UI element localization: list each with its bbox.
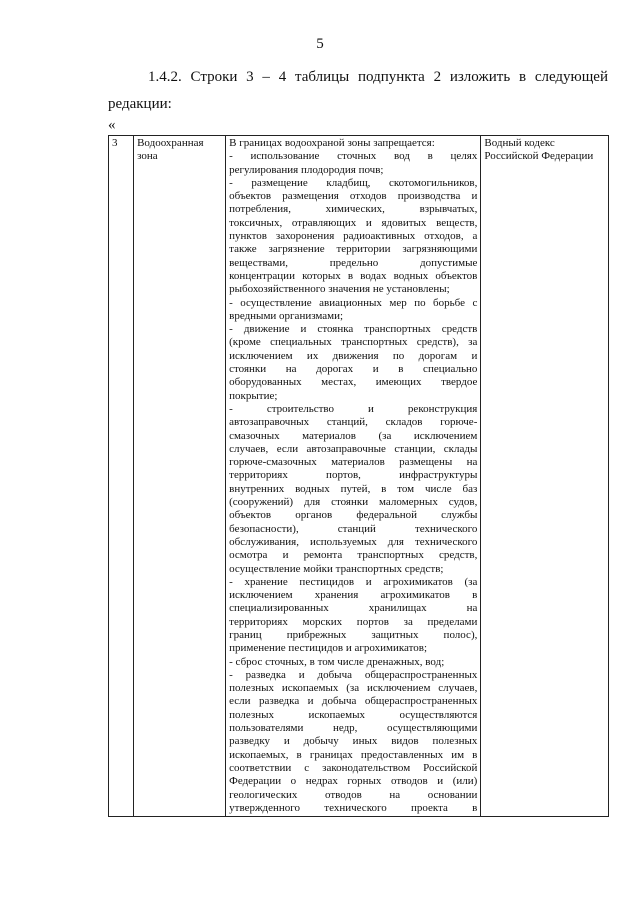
intro-line-1: 1.4.2. Строки 3 – 4 таблицы подпункта 2 изложить в следующей xyxy=(148,69,608,85)
restriction-text-line: применение пестицидов и агрохимикатов; xyxy=(229,642,428,655)
restriction-text-line: рыбохозяйственного значения не установлены; xyxy=(229,283,450,296)
restriction-text-line: пользователями недр, осуществляющими xyxy=(229,722,478,735)
restriction-text-line: обслуживания, используемых для технического xyxy=(229,535,478,548)
restriction-text-line: полезных ископаемых осуществляются xyxy=(229,708,478,721)
zone-name-line: Водоохранная xyxy=(137,137,204,149)
restriction-text-line: веществами, предельно допустимые xyxy=(229,256,478,269)
restriction-text-line: полезных ископаемых (за исключением случаев, xyxy=(229,682,478,695)
amendment-intro xyxy=(108,64,608,118)
restriction-text-line: - сброс сточных, в том числе дренажных, вод; xyxy=(229,655,445,668)
row-number-cell: 3 xyxy=(109,136,134,817)
restriction-text-line: покрытие; xyxy=(229,389,278,402)
restriction-text-line: токсичных, отравляющих и ядовитых веществ, xyxy=(229,216,478,229)
restriction-text-line: оборудованных местах, имеющих твердое xyxy=(229,376,478,389)
restriction-text-line: горюче-смазочных материалов размещены на xyxy=(229,456,478,469)
restriction-text-line: смазочных материалов (за исключением xyxy=(229,429,478,442)
restriction-text-line: - движение и стоянка транспортных средств xyxy=(229,323,478,336)
restriction-text-line: (сооружений) для стоянки маломерных судов, xyxy=(229,496,478,509)
restriction-text-line: утвержденного технического проекта в xyxy=(229,801,478,814)
legal-basis-cell xyxy=(481,136,609,817)
restriction-text-line: - использование сточных вод в целях xyxy=(229,150,478,163)
restriction-text-line: осмотра и ремонта транспортных средств, xyxy=(229,549,478,562)
restrictions-cell xyxy=(226,136,481,817)
restriction-text-line: Федерации о недрах горных отводов и (или) xyxy=(229,775,478,788)
opening-quote-mark: « xyxy=(108,117,116,133)
restriction-text-line: геологических отводов на основании xyxy=(229,788,478,801)
zone-name-line: зона xyxy=(137,150,158,163)
restriction-text-line: стоянки на дорогах и в специально xyxy=(229,363,478,376)
restriction-text-line: осуществление мойки транспортных средств; xyxy=(229,562,444,575)
restriction-text-line: случаев, если автозаправочные станции, склады xyxy=(229,442,478,455)
legal-basis-line: Российской Федерации xyxy=(484,150,594,163)
restriction-text-line: ископаемых, в границах предоставленных им в xyxy=(229,748,478,761)
table-row xyxy=(109,136,609,817)
restriction-text-line: концентрации которых в водах водных объектов xyxy=(229,269,478,282)
restriction-text-line: потребления, химических, взрывчатых, xyxy=(229,203,478,216)
intro-line-2: редакции: xyxy=(108,96,172,112)
restriction-text-line: внутренних водных путей, в том числе баз xyxy=(229,482,478,495)
restriction-text-line: (кроме специальных транспортных средств), за xyxy=(229,336,478,349)
restriction-text-line: - строительство и реконструкция xyxy=(229,402,478,415)
restriction-text-line: разведку и добычу иных видов полезных xyxy=(229,735,478,748)
restriction-text-line: исключением хранения агрохимикатов в xyxy=(229,589,478,602)
restriction-text-line: территориях морских портов за пределами xyxy=(229,615,478,628)
restriction-text-line: автозаправочных станций, складов горюче- xyxy=(229,416,478,429)
restriction-text-line: соответствии с законодательством Российской xyxy=(229,761,478,774)
restriction-text-line: исключением их движения по дорогам и xyxy=(229,349,478,362)
restriction-text-line: территориях портов, инфраструктуры xyxy=(229,469,478,482)
page-number: 5 xyxy=(316,36,324,52)
restriction-text-line: регулирования плодородия почв; xyxy=(229,163,384,176)
zone-name-cell xyxy=(134,136,226,817)
restriction-text-line: также загрязнение территории загрязняющими xyxy=(229,243,478,256)
amendment-table xyxy=(108,135,609,817)
restriction-text-line: - хранение пестицидов и агрохимикатов (за xyxy=(229,575,478,588)
restriction-text-line: безопасности), станций технического xyxy=(229,522,478,535)
restriction-text-line: объектов органов федеральной службы xyxy=(229,509,478,522)
restriction-text-line: - размещение кладбищ, скотомогильников, xyxy=(229,176,478,189)
restriction-text-line: - разведка и добыча общераспространенных xyxy=(229,668,478,681)
restriction-text-line: вредными организмами; xyxy=(229,309,344,322)
restriction-text-line: специализированных хранилищах на xyxy=(229,602,478,615)
restriction-text-line: пунктов захоронения радиоактивных отходов, а xyxy=(229,230,478,243)
restriction-text-line: если разведка и добыча общераспространенных xyxy=(229,695,478,708)
restriction-text-line: границ прибрежных защитных полос), xyxy=(229,628,478,641)
restriction-text-line: В границах водоохраной зоны запрещается: xyxy=(229,137,435,149)
restriction-text-line: - осуществление авиационных мер по борьбе с xyxy=(229,296,478,309)
legal-basis-line: Водный кодекс xyxy=(484,137,555,149)
restriction-text-line: объектов размещения отходов производства и xyxy=(229,190,478,203)
